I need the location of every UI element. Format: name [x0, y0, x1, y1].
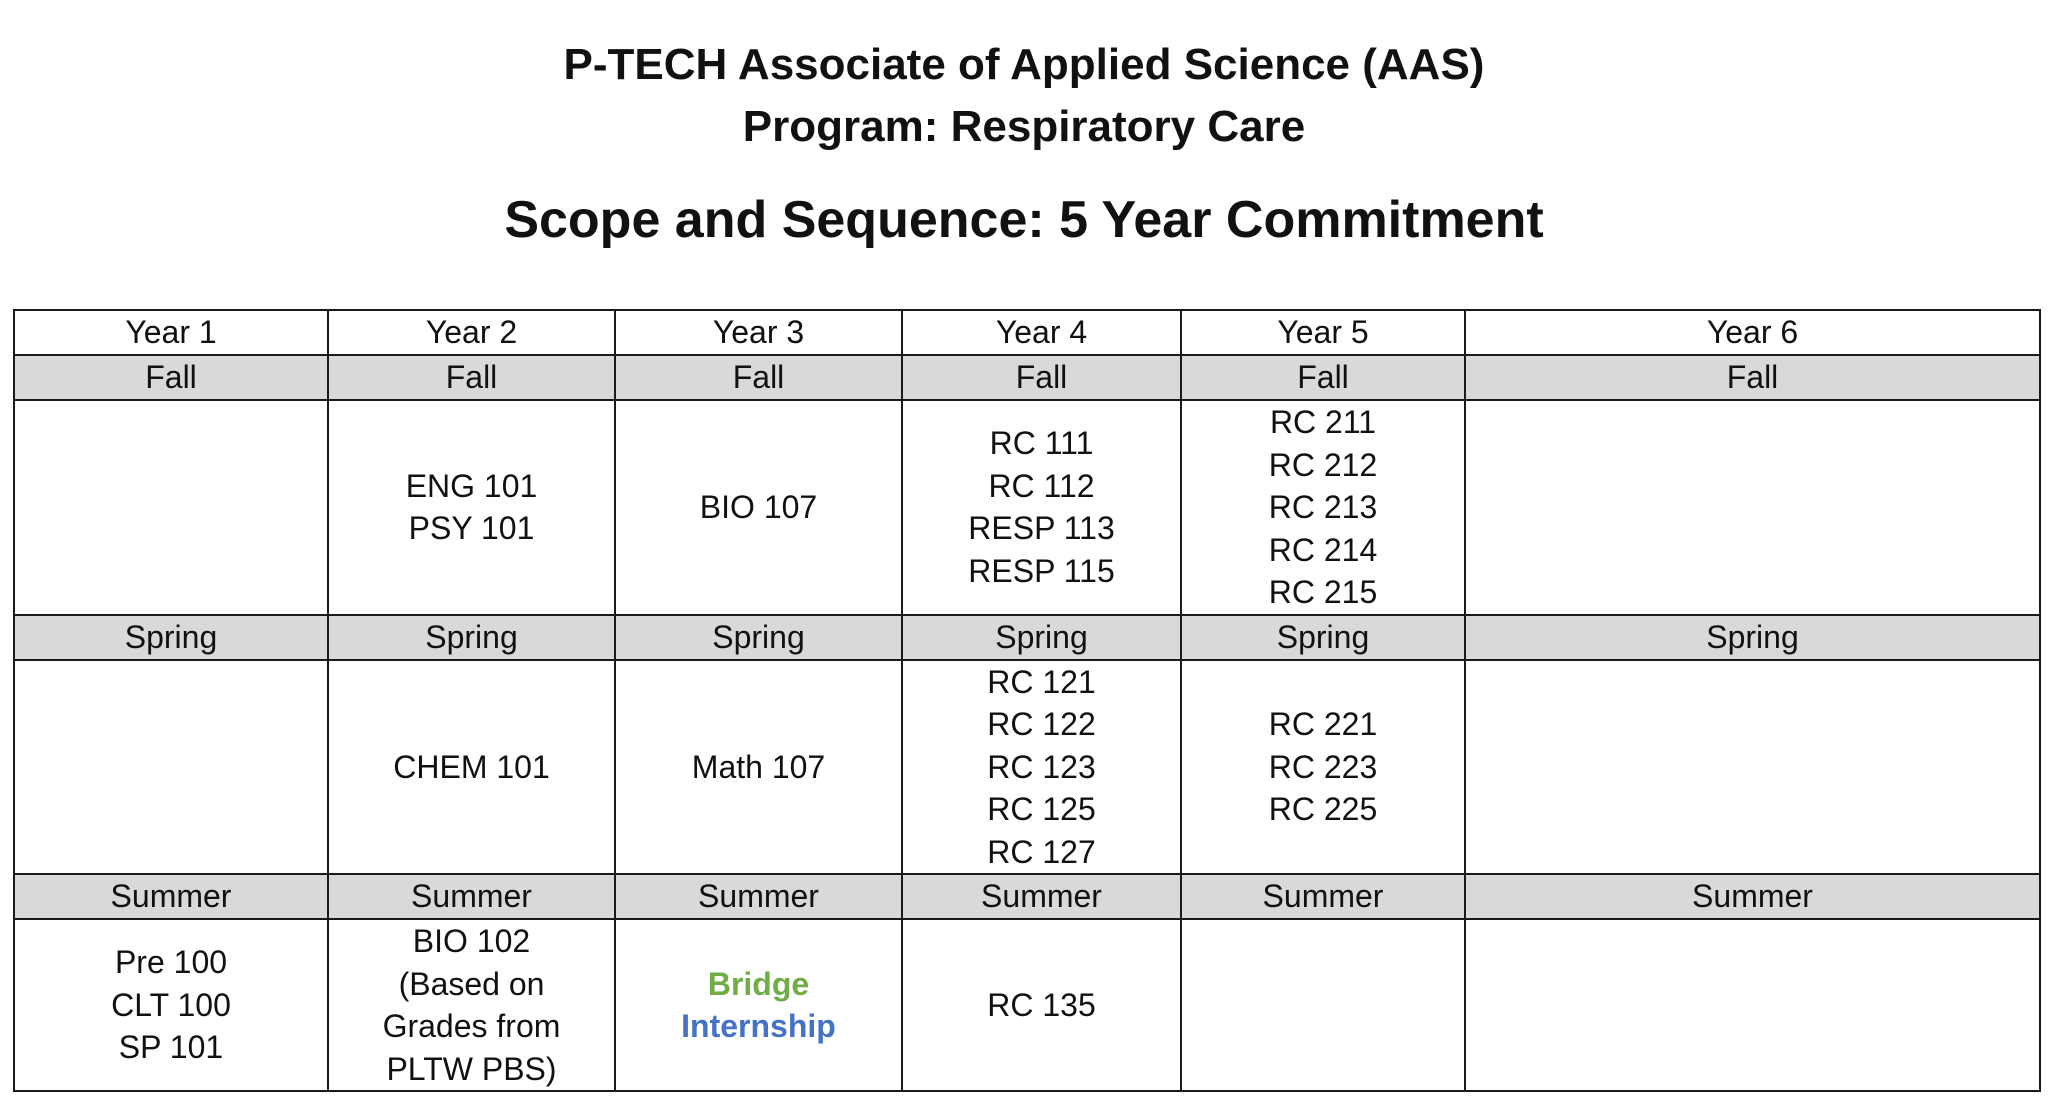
spring-term-cell: Spring: [328, 615, 615, 660]
course-item: RC 215: [1268, 574, 1378, 610]
course-item: Pre 100: [114, 944, 228, 981]
summer-courses-cell: [1181, 919, 1465, 1091]
fall-courses-cell: [1181, 400, 1465, 615]
summer-term-cell: Summer: [902, 874, 1181, 919]
year-header-cell: Year 1: [14, 310, 328, 355]
summer-courses-cell: [615, 919, 902, 1091]
summer-term-cell: Summer: [328, 874, 615, 919]
summer-term-row: [14, 874, 2040, 919]
course-item: RC 121: [987, 663, 1096, 700]
year-header-cell: Year 2: [328, 310, 615, 355]
course-item: RC 225: [1268, 791, 1378, 827]
fall-term-cell: Fall: [1181, 355, 1465, 400]
course-item: RC 111: [989, 425, 1094, 462]
course-item: RESP 115: [968, 552, 1115, 589]
course-item: BIO 102: [412, 923, 531, 959]
fall-term-cell: Fall: [14, 355, 328, 400]
course-item: RC 127: [987, 833, 1096, 870]
spring-term-cell: Spring: [902, 615, 1181, 660]
program-title: Program: Respiratory Care: [742, 102, 1306, 151]
fall-term-cell: Fall: [902, 355, 1181, 400]
course-item: RC 112: [988, 467, 1095, 504]
year-header-cell: Year 3: [615, 310, 902, 355]
spring-courses-cell: [328, 660, 615, 875]
spring-courses-cell: [1181, 660, 1465, 875]
year-header-cell: Year 6: [1465, 310, 2040, 355]
bridge-label: Bridge: [707, 965, 810, 1002]
course-item: (Based on: [398, 965, 545, 1002]
course-item: RC 122: [987, 706, 1096, 742]
summer-term-cell: Summer: [14, 874, 328, 919]
spring-courses-row: [14, 660, 2040, 875]
year-header-row: [14, 310, 2040, 355]
course-item: RC 125: [987, 791, 1096, 827]
fall-courses-cell: [902, 400, 1181, 615]
spring-courses-cell: [1465, 660, 2040, 875]
course-item: CHEM 101: [393, 748, 550, 785]
course-item: Grades from: [382, 1008, 561, 1044]
year-header-cell: Year 4: [902, 310, 1181, 355]
fall-term-cell: Fall: [615, 355, 902, 400]
fall-courses-cell: [328, 400, 615, 615]
course-item: PSY 101: [408, 510, 535, 547]
course-item: RC 212: [1268, 446, 1378, 483]
fall-courses-cell: [1465, 400, 2040, 615]
spring-term-cell: Spring: [1181, 615, 1465, 660]
summer-courses-cell: [902, 919, 1181, 1091]
year-header-cell: Year 5: [1181, 310, 1465, 355]
summer-term-cell: Summer: [1465, 874, 2040, 919]
fall-term-cell: Fall: [1465, 355, 2040, 400]
spring-term-row: [14, 615, 2040, 660]
spring-courses-cell: [902, 660, 1181, 875]
fall-courses-cell: [615, 400, 902, 615]
course-item: CLT 100: [111, 986, 231, 1023]
fall-term-row: [14, 355, 2040, 400]
spring-courses-cell: [14, 660, 328, 875]
course-item: RC 223: [1268, 748, 1378, 785]
fall-term-cell: Fall: [328, 355, 615, 400]
spring-courses-cell: [615, 660, 902, 875]
course-item: RC 211: [1269, 404, 1377, 440]
summer-courses-cell: [14, 919, 328, 1091]
summer-courses-cell: [1465, 919, 2040, 1091]
spring-term-cell: Spring: [615, 615, 902, 660]
summer-term-cell: Summer: [615, 874, 902, 919]
scope-sequence-table: [13, 309, 2041, 1092]
course-item: RESP 113: [968, 510, 1115, 547]
course-item: BIO 107: [699, 489, 818, 525]
course-item: PLTW PBS): [386, 1050, 557, 1087]
course-item: RC 135: [987, 986, 1096, 1023]
course-item: SP 101: [118, 1029, 224, 1066]
fall-courses-row: [14, 400, 2040, 615]
summer-term-cell: Summer: [1181, 874, 1465, 919]
course-item: RC 213: [1268, 489, 1378, 525]
course-item: RC 221: [1268, 706, 1378, 742]
course-item: RC 123: [987, 748, 1096, 785]
summer-courses-cell: [328, 919, 615, 1091]
course-item: ENG 101: [405, 467, 538, 504]
internship-label: Internship: [681, 1008, 836, 1044]
scope-sequence-title: Scope and Sequence: 5 Year Commitment: [504, 191, 1544, 249]
fall-courses-cell: [14, 400, 328, 615]
course-item: Math 107: [691, 748, 826, 785]
page-title: P-TECH Associate of Applied Science (AAS): [563, 40, 1485, 89]
spring-term-cell: Spring: [14, 615, 328, 660]
summer-courses-row: [14, 919, 2040, 1091]
course-item: RC 214: [1268, 531, 1378, 568]
spring-term-cell: Spring: [1465, 615, 2040, 660]
